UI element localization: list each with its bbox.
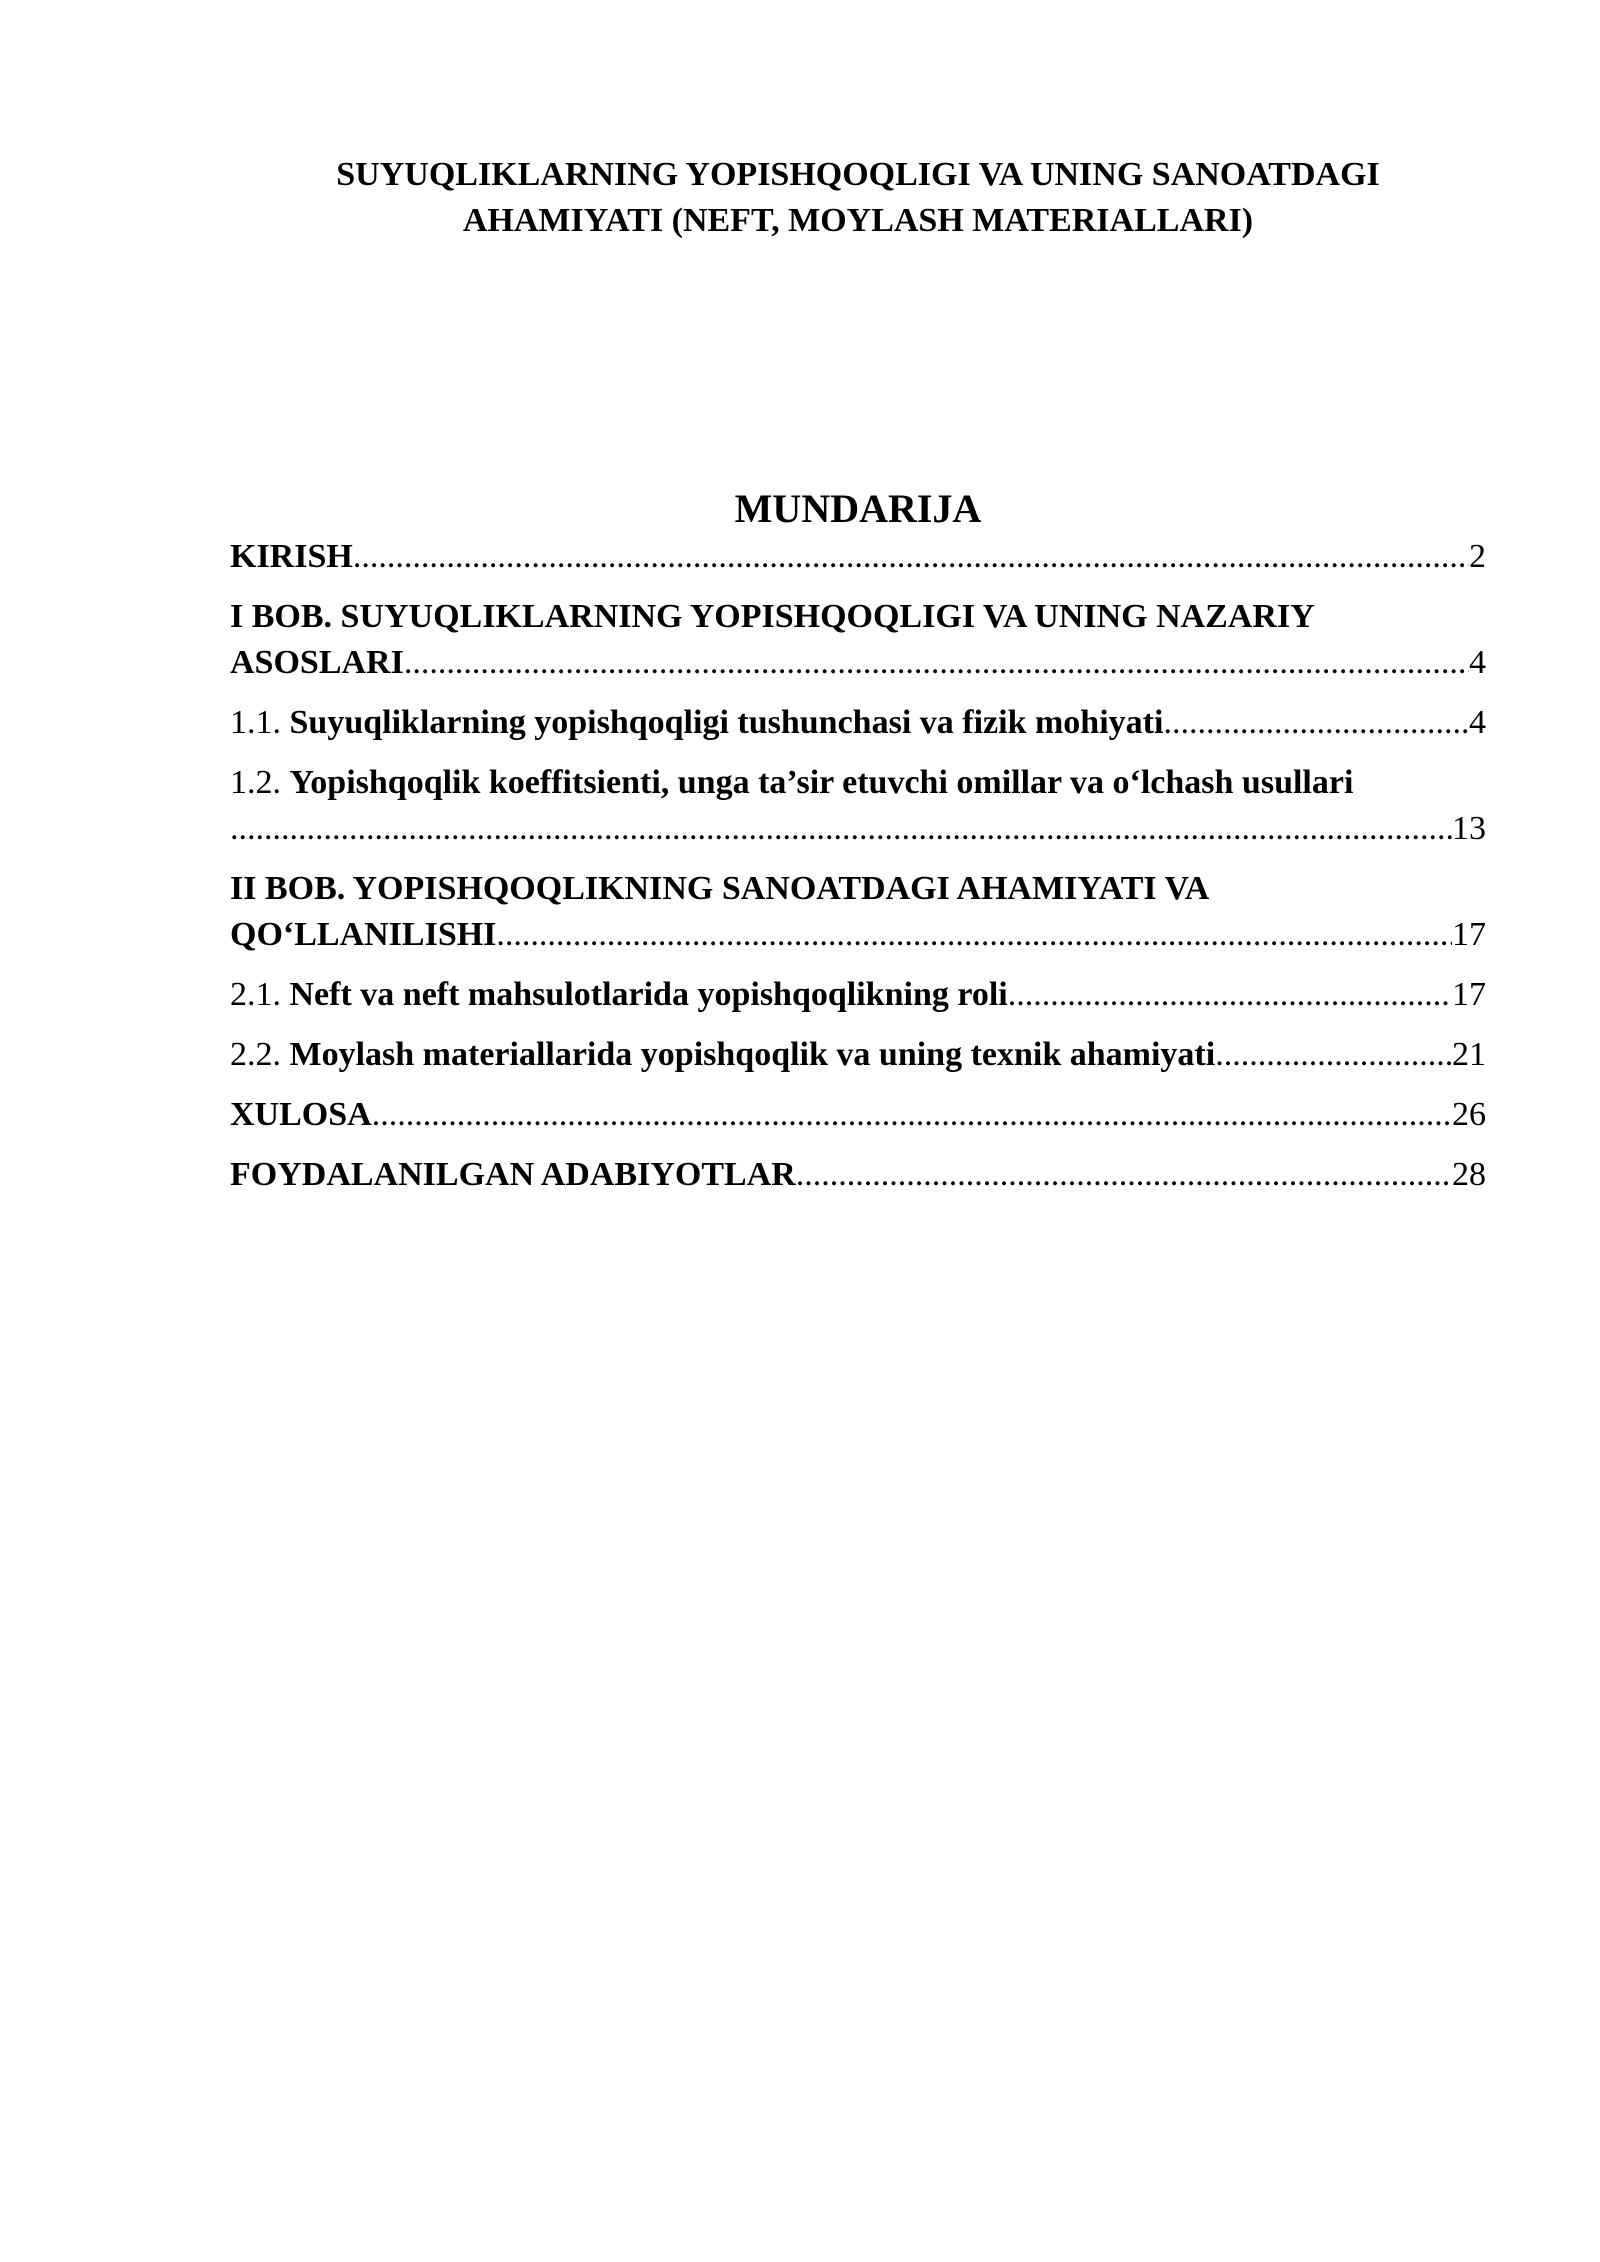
toc-entry-title-line-1: II BOB. YOPISHQOQLIKNING SANOATDAGI AHAMIYATI VA bbox=[230, 870, 1210, 907]
toc-entry-title-line-1: I BOB. SUYUQLIKLARNING YOPISHQOQLIGI VA UNING NAZARIY bbox=[230, 598, 1315, 635]
toc-entry-title-line-2: QO‘LLANILISHI bbox=[230, 916, 497, 953]
toc-entry-kirish[interactable] bbox=[230, 534, 1486, 580]
toc-entry-title: Suyuqliklarning yopishqoqligi tushunchasi va fizik mohiyati bbox=[289, 704, 1164, 741]
toc-entry-section-2-2[interactable] bbox=[230, 1032, 1486, 1078]
toc-heading: MUNDARIJA bbox=[734, 486, 982, 531]
document-title-line-2: AHAMIYATI (NEFT, MOYLASH MATERIALLARI) bbox=[462, 202, 1254, 239]
toc-entry-title-line-1 bbox=[230, 760, 1486, 806]
document-title-line-1: SUYUQLIKLARNING YOPISHQOQLIGI VA UNING SANOATDAGI bbox=[336, 156, 1380, 193]
toc-page-number: 21 bbox=[1452, 1036, 1486, 1073]
toc-page-number: 2 bbox=[1469, 538, 1486, 575]
table-of-contents bbox=[230, 534, 1486, 1212]
toc-page-number: 17 bbox=[1452, 916, 1486, 953]
document-title bbox=[230, 152, 1486, 244]
toc-entry-title-line-2: ASOSLARI bbox=[230, 644, 404, 681]
toc-entry-title: FOYDALANILGAN ADABIYOTLAR bbox=[230, 1156, 796, 1193]
toc-page-number: 4 bbox=[1469, 704, 1486, 741]
toc-section-number: 1.1. bbox=[230, 704, 290, 741]
toc-page-number: 13 bbox=[1452, 810, 1486, 847]
toc-entry-title: KIRISH bbox=[230, 538, 353, 575]
toc-section-number: 1.2. bbox=[230, 764, 290, 801]
dot-leader bbox=[796, 1152, 1452, 1198]
toc-entry-chapter-2[interactable] bbox=[230, 866, 1486, 958]
toc-entry-title: Moylash materiallarida yopishqoqlik va uning texnik ahamiyati bbox=[289, 1036, 1216, 1073]
dot-leader bbox=[353, 534, 1469, 580]
toc-entry-section-1-2[interactable] bbox=[230, 760, 1486, 852]
toc-page-number: 26 bbox=[1452, 1096, 1486, 1133]
toc-entry-section-1-1[interactable] bbox=[230, 700, 1486, 746]
dot-leader bbox=[1008, 972, 1452, 1018]
toc-page-number: 4 bbox=[1469, 644, 1486, 681]
toc-entry-title: XULOSA bbox=[230, 1096, 372, 1133]
toc-entry-title: Yopishqoqlik koeffitsienti, unga ta’sir etuvchi omillar va o‘lchash usullari bbox=[289, 764, 1354, 801]
toc-section-number: 2.1. bbox=[230, 976, 290, 1013]
toc-page-number: 17 bbox=[1452, 976, 1486, 1013]
toc-page-number: 28 bbox=[1452, 1156, 1486, 1193]
dot-leader bbox=[372, 1092, 1452, 1138]
dot-leader bbox=[404, 640, 1469, 686]
toc-entry-section-2-1[interactable] bbox=[230, 972, 1486, 1018]
toc-entry-title: Neft va neft mahsulotlarida yopishqoqlikning roli bbox=[289, 976, 1008, 1013]
dot-leader bbox=[230, 806, 1452, 852]
toc-section-number: 2.2. bbox=[230, 1036, 290, 1073]
dot-leader bbox=[1215, 1032, 1452, 1078]
toc-entry-adabiyotlar[interactable] bbox=[230, 1152, 1486, 1198]
toc-entry-chapter-1[interactable] bbox=[230, 594, 1486, 686]
dot-leader bbox=[1163, 700, 1469, 746]
toc-entry-xulosa[interactable] bbox=[230, 1092, 1486, 1138]
dot-leader bbox=[496, 912, 1452, 958]
